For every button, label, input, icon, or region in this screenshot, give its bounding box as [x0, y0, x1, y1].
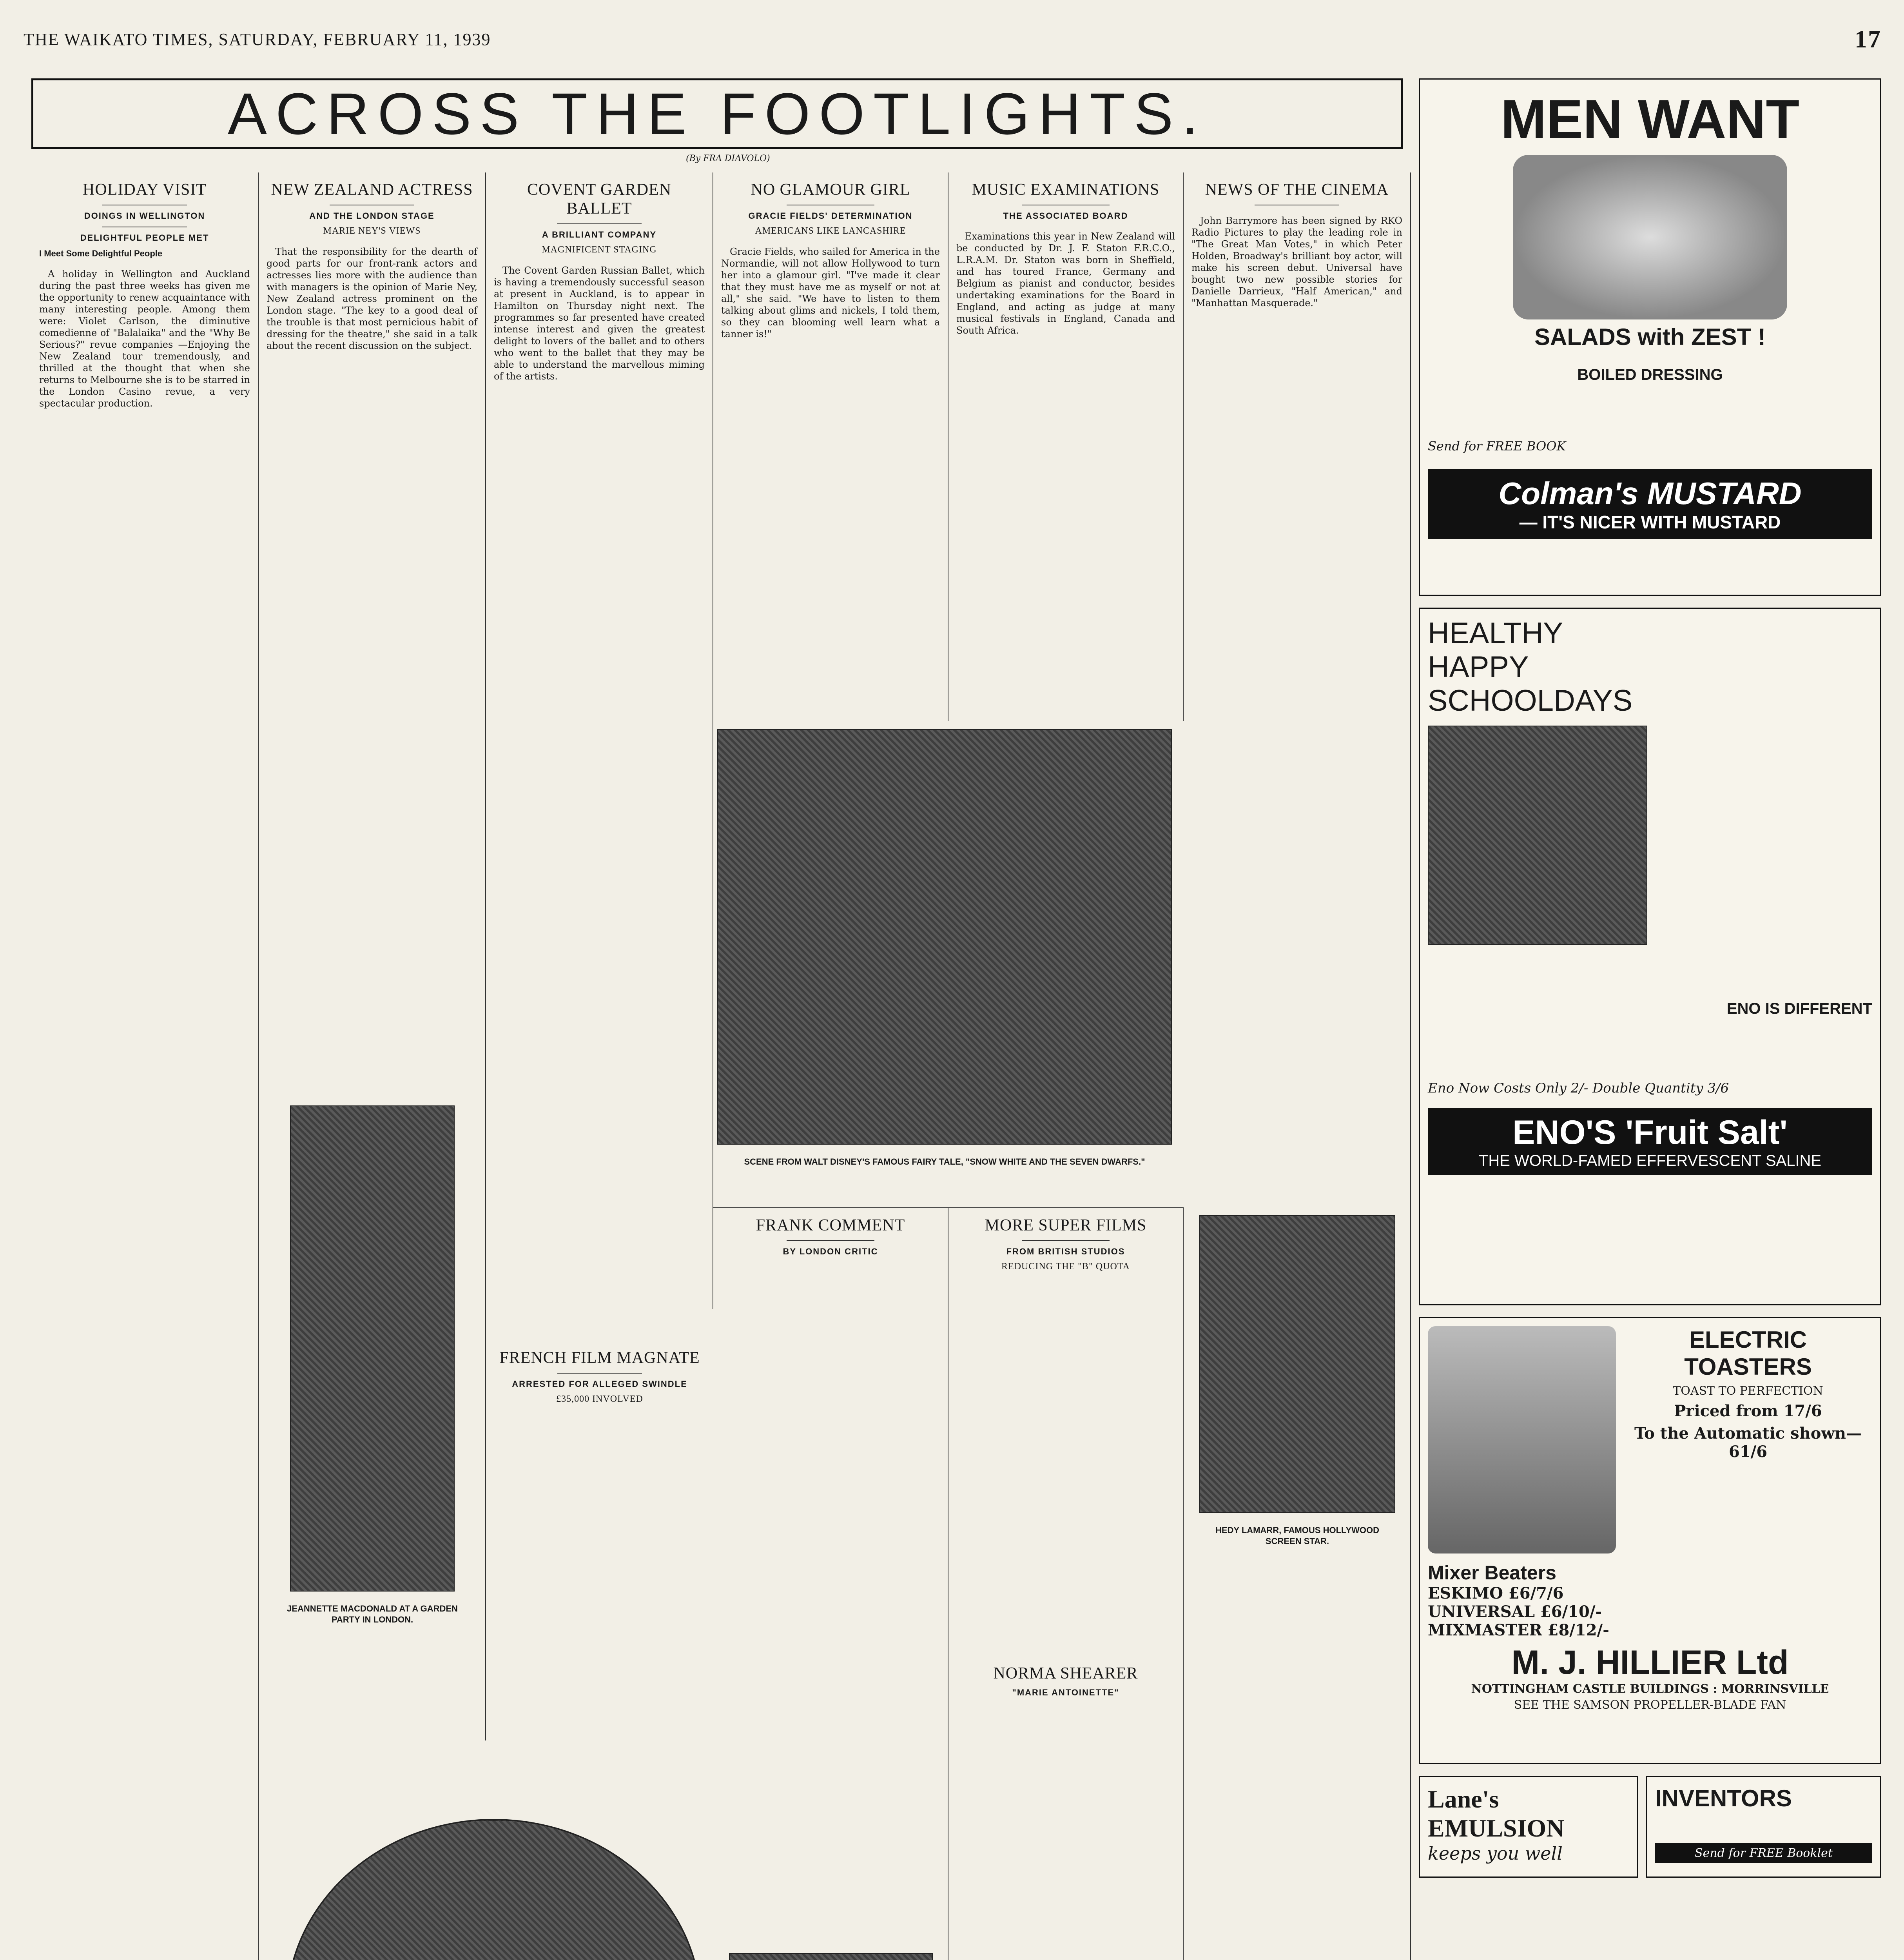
column-head: NEWS OF THE CINEMA — [1205, 181, 1389, 199]
column-subhead: GRACIE FIELDS' DETERMINATION — [748, 211, 913, 221]
ad-brand-banner — [1428, 469, 1872, 539]
divider — [557, 1373, 642, 1374]
divider — [557, 223, 641, 224]
column-subhead: AMERICANS LIKE LANCASHIRE — [755, 226, 906, 236]
page-number: 17 — [1855, 25, 1881, 53]
photo-big-broadcast-frame — [286, 1819, 702, 1960]
column-frank-comment — [713, 1207, 948, 1960]
ads-bottom-row — [1419, 1776, 1881, 1889]
divider — [1022, 1240, 1109, 1241]
ad-slogan: keeps you well — [1428, 1843, 1563, 1864]
column-holiday-visit — [31, 172, 259, 1960]
column-covent-garden — [486, 172, 713, 1309]
column-no-glamour — [713, 172, 948, 721]
ad-illustration — [1513, 155, 1787, 319]
masthead — [24, 24, 1881, 55]
ad-mixer-universal: UNIVERSAL £6/10/- — [1428, 1602, 1602, 1621]
column-head: MUSIC EXAMINATIONS — [972, 181, 1160, 199]
column-subhead: AND THE LONDON STAGE — [309, 211, 435, 221]
ad-mixer: Mixer Beaters — [1428, 1562, 1556, 1584]
feature-title-box — [31, 78, 1403, 149]
ad-recipe-title: BOILED DRESSING — [1577, 366, 1723, 383]
article-head: FRENCH FILM MAGNATE — [499, 1349, 700, 1367]
ad-address: NOTTINGHAM CASTLE BUILDINGS : MORRINSVILLE — [1471, 1682, 1829, 1696]
photo-snow-white — [717, 729, 1172, 1145]
ad-brand: ENO'S 'Fruit Salt' — [1512, 1114, 1788, 1151]
ad-mixer-eskimo: ESKIMO £6/7/6 — [1428, 1584, 1564, 1602]
column-nz-actress — [259, 172, 486, 1740]
feature-title: ACROSS THE FOOTLIGHTS. — [227, 80, 1207, 147]
column-head: NORMA SHEARER — [993, 1664, 1138, 1682]
article-body: Gracie Fields, who sailed for America in the Normandie, will not allow Hollywood to turn her into a glamour girl. "I've made it clear that they must have me as myself or not at all," she said. "We have to listen to them talking about glims and nickels, I told them, so they can blooming well learn what a tanner is!" — [721, 246, 940, 339]
masthead-title: THE WAIKATO TIMES, SATURDAY, FEBRUARY 11, 1939 — [24, 29, 491, 49]
divider — [787, 1240, 874, 1241]
ad-toast-line: TOAST TO PERFECTION — [1673, 1384, 1823, 1398]
section-head: I Meet Some Delightful People — [39, 249, 163, 258]
article-body: The Covent Garden Russian Ballet, which is having a tremendously successful season at present in Auckland, is to appear in Hamilton on Thursday night next. The programmes so far presented have created intense interest and given the greatest delight to lovers of the ballet and to others who went to the ballet that they may be able to understand the marvellous miming of the artists. — [494, 265, 705, 382]
ad-company: M. J. HILLIER Ltd — [1511, 1644, 1789, 1681]
ad-colmans-mustard — [1419, 78, 1881, 596]
column-subhead: A BRILLIANT COMPANY — [542, 230, 657, 240]
column-more-super-films — [948, 1207, 1184, 1960]
column-subhead: DOINGS IN WELLINGTON — [84, 211, 205, 221]
column-subhead: MAGNIFICENT STAGING — [542, 245, 657, 255]
ad-headline: MEN WANT — [1500, 88, 1800, 150]
feature-byline: (By FRA DIAVOLO) — [686, 154, 770, 163]
column-head: HOLIDAY VISIT — [83, 181, 207, 199]
ad-inventors — [1646, 1776, 1881, 1878]
column-subhead: THE ASSOCIATED BOARD — [1003, 211, 1128, 221]
ad-price: To the Automatic shown— 61/6 — [1634, 1424, 1862, 1461]
photo-caption: SCENE FROM WALT DISNEY'S FAMOUS FAIRY TALE, "SNOW WHITE AND THE SEVEN DWARFS." — [744, 1157, 1145, 1167]
ad-brand: Lane's EMULSION — [1428, 1785, 1565, 1842]
ad-slogan: — IT'S NICER WITH MUSTARD — [1519, 512, 1781, 532]
column-subhead: DELIGHTFUL PEOPLE MET — [80, 233, 209, 243]
article-body: Examinations this year in New Zealand will be conducted by Dr. J. F. Staton F.R.C.O., L.R.A.M. Dr. Staton was born in Sheffield, and has toured France, Germany and Belgium as pianist and conductor, besides undertaking examinations for the Board in England, and acting as judge at many musical festivals in England, Canada and South Africa. — [956, 231, 1175, 336]
photo-caption: HEDY LAMARR, FAMOUS HOLLYWOOD SCREEN STAR. — [1215, 1525, 1379, 1546]
ad-child-photo — [1428, 726, 1647, 945]
column-subhead: MARIE NEY'S VIEWS — [323, 226, 421, 236]
ad-headline: INVENTORS — [1655, 1785, 1792, 1811]
column-music-exams — [948, 172, 1184, 721]
photo-big-broadcast — [288, 1820, 700, 1960]
column-cinema-news — [1184, 172, 1411, 1960]
ads-sidebar — [1419, 78, 1881, 1889]
ad-mixer-mixmaster: MIXMASTER £8/12/- — [1428, 1621, 1609, 1639]
column-head: MORE SUPER FILMS — [985, 1216, 1147, 1234]
photo-gary-cooper — [729, 1953, 933, 1960]
ad-hillier-toasters — [1419, 1317, 1881, 1764]
column-subhead: BY LONDON CRITIC — [783, 1247, 878, 1256]
ad-enos-fruit-salt — [1419, 608, 1881, 1305]
article-subhead: £35,000 INVOLVED — [556, 1394, 643, 1404]
ad-tagline: SALADS with ZEST ! — [1534, 324, 1766, 350]
ad-send-for: Send for FREE BOOK — [1428, 439, 1566, 454]
column-subhead: REDUCING THE "B" QUOTA — [1001, 1261, 1130, 1272]
french-film-magnate — [486, 1341, 713, 1409]
ad-diff: ENO IS DIFFERENT — [1726, 1000, 1872, 1017]
article-body: A holiday in Wellington and Auckland during the past three weeks has given me the opportunity to renew acquaintance with many interesting people. Among them were: Violet Carlson, the diminutive comedienne of "Balalaika" and the "Why Be Serious?" revue companies —Enjoying the New Zealand tour tremendously, and thrilled at the thought that when she returns to Melbourne she is to be starred in the London Casino revue, a very spectacular production. — [39, 269, 250, 409]
column-head: NEW ZEALAND ACTRESS — [271, 181, 473, 199]
ad-slogan: THE WORLD-FAMED EFFERVESCENT SALINE — [1478, 1152, 1822, 1169]
article-subhead: ARRESTED FOR ALLEGED SWINDLE — [512, 1379, 687, 1389]
column-head: COVENT GARDEN BALLET — [527, 181, 672, 218]
photo-caption: JEANNETTE MACDONALD AT A GARDEN PARTY IN LONDON. — [287, 1604, 458, 1624]
column-head: NO GLAMOUR GIRL — [751, 181, 910, 199]
ad-price: Eno Now Costs Only 2/- Double Quantity 3/6 — [1428, 1080, 1729, 1096]
ad-cta: Send for FREE Booklet — [1655, 1843, 1872, 1863]
column-subhead: "MARIE ANTOINETTE" — [1012, 1688, 1119, 1697]
ad-product: ELECTRIC TOASTERS — [1684, 1327, 1812, 1380]
ad-lanes-emulsion — [1419, 1776, 1638, 1878]
ad-brand: Colman's MUSTARD — [1498, 476, 1802, 511]
ad-footer: SEE THE SAMSON PROPELLER-BLADE FAN — [1514, 1698, 1786, 1712]
column-subhead: FROM BRITISH STUDIOS — [1006, 1247, 1125, 1256]
ad-headline: HEALTHY HAPPY SCHOOLDAYS — [1428, 617, 1633, 717]
photo-hedy-lamarr — [1199, 1215, 1395, 1513]
ad-price: Priced from 17/6 — [1674, 1402, 1822, 1420]
ad-brand-banner — [1428, 1108, 1872, 1175]
column-head: FRANK COMMENT — [756, 1216, 905, 1234]
ad-toaster-illustration — [1428, 1326, 1616, 1553]
article-body: That the responsibility for the dearth of good parts for our front-rank actors and actresses lies more with the audience than with managers is the opinion of Marie Ney, New Zealand actress prominent on the London stage. "The key to a good deal of the trouble is that most pernicious habit of dressing for the theatre," she said in a talk about the recent discussion on the subject. — [267, 246, 477, 351]
article-body: John Barrymore has been signed by RKO Radio Pictures to play the leading role in "The Great Man Votes," in which Peter Holden, Broadway's brilliant boy actor, will make his screen debut. Universal have bought two new possible stories for Danielle Darrieux, "Half American," and "Manhattan Masquerade." — [1191, 215, 1402, 309]
photo-jeannette-macdonald — [290, 1105, 455, 1592]
